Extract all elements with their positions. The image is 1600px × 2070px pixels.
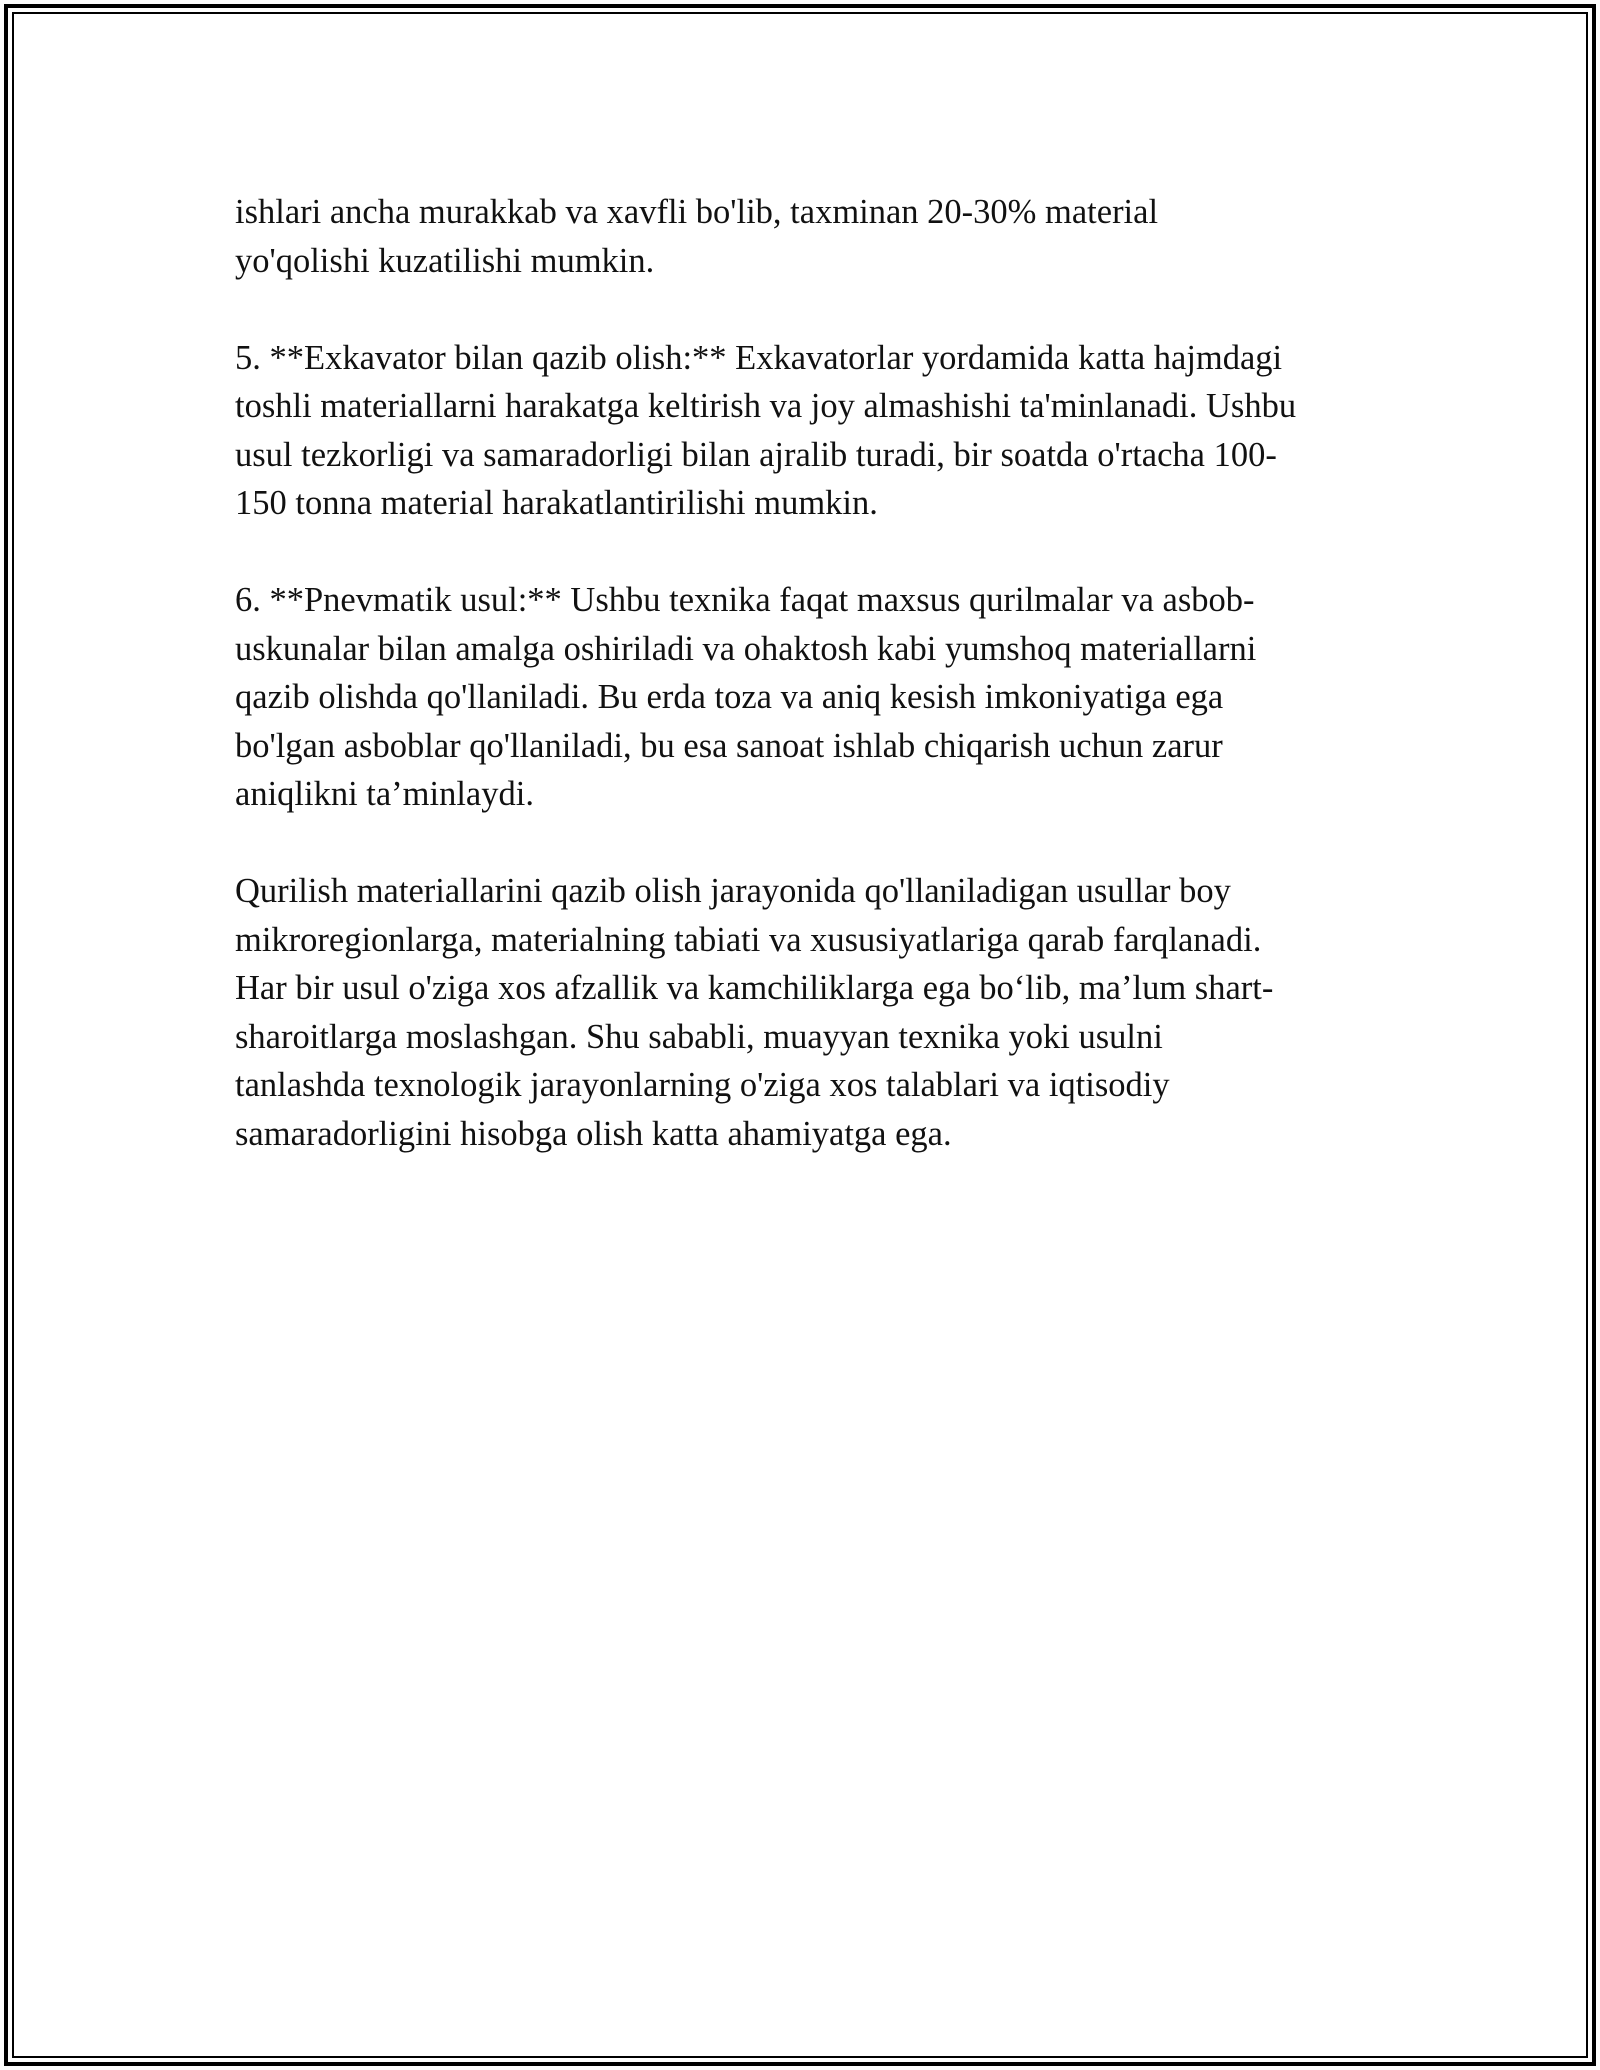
text-line: aniqlikni ta’minlaydi. <box>235 775 534 813</box>
text-line: mikroregionlarga, materialning tabiati va xususiyatlariga qarab farqlanadi. <box>235 920 1262 959</box>
paragraph-loss-note <box>235 188 1375 285</box>
text-line: uskunalar bilan amalga oshiriladi va ohaktosh kabi yumshoq materiallarni <box>235 629 1257 668</box>
paragraph-pneumatic-method <box>235 576 1375 819</box>
text-line: 6. **Pnevmatik usul:** Ushbu texnika faqat maxsus qurilmalar va asbob- <box>235 581 1255 619</box>
text-line: qazib olishda qo'llaniladi. Bu erda toza va aniq kesish imkoniyatiga ega <box>235 678 1224 716</box>
text-line: usul tezkorligi va samaradorligi bilan ajralib turadi, bir soatda o'rtacha 100- <box>235 435 1277 474</box>
text-line: Har bir usul o'ziga xos afzallik va kamchiliklarga ega bo‘lib, ma’lum shart- <box>235 969 1274 1007</box>
text-line: toshli materiallarni harakatga keltirish va joy almashishi ta'minlanadi. Ushbu <box>235 387 1297 425</box>
text-line: samaradorligini hisobga olish katta ahamiyatga ega. <box>235 1114 952 1153</box>
document-body <box>235 188 1375 1207</box>
paragraph-excavator-method <box>235 334 1375 528</box>
text-line: Qurilish materiallarini qazib olish jarayonida qo'llaniladigan usullar boy <box>235 872 1231 910</box>
text-line: 5. **Exkavator bilan qazib olish:** Exkavatorlar yordamida katta hajmdagi <box>235 338 1283 377</box>
text-line: bo'lgan asboblar qo'llaniladi, bu esa sanoat ishlab chiqarish uchun zarur <box>235 726 1223 765</box>
text-line: ishlari ancha murakkab va xavfli bo'lib, taxminan 20-30% material <box>235 193 1159 231</box>
text-line: yo'qolishi kuzatilishi mumkin. <box>235 241 655 280</box>
text-line: tanlashda texnologik jarayonlarning o'ziga xos talablari va iqtisodiy <box>235 1066 1170 1104</box>
paragraph-conclusion <box>235 867 1375 1158</box>
text-line: 150 tonna material harakatlantirilishi mumkin. <box>235 484 878 522</box>
text-line: sharoitlarga moslashgan. Shu sababli, muayyan texnika yoki usulni <box>235 1017 1163 1056</box>
